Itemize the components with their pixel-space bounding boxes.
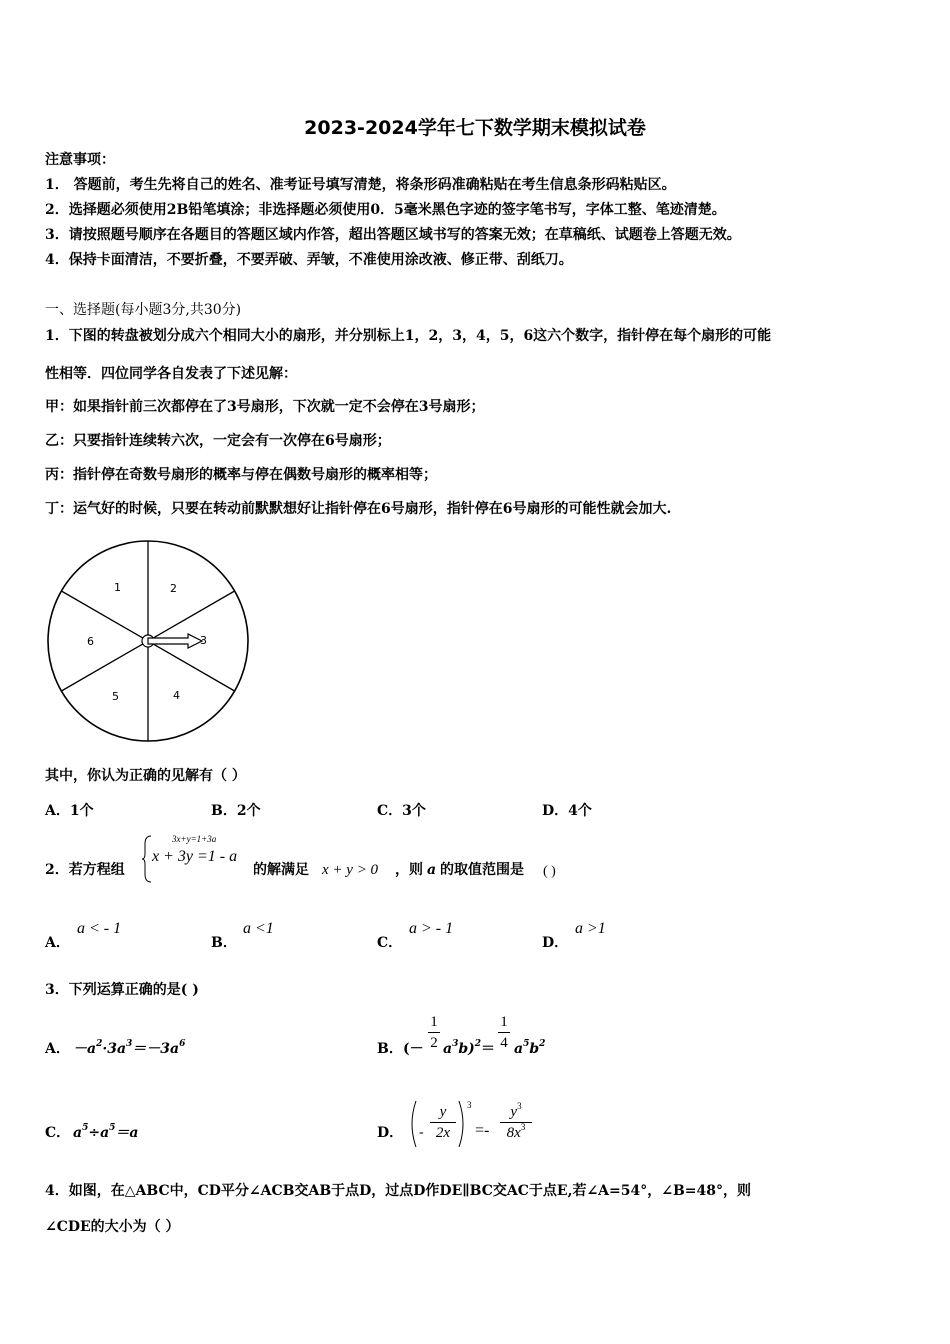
q2-option-c-letter: C． (377, 935, 403, 951)
q2-equation-bottom: x + 3y =1 - a (152, 848, 238, 865)
notice-heading: 注意事项： (45, 152, 115, 168)
q2-option-a-letter: A． (45, 935, 70, 951)
q2-option-b-expr: a <1 (243, 920, 274, 937)
q1-statement-yi: 乙：只要指针连续转六次，一定会有一次停在6号扇形； (45, 433, 391, 449)
q2-condition: x + y > 0 (322, 862, 379, 878)
q1-option-c: C．3个 (377, 803, 426, 819)
q3-option-b-body: $a^3b)^2=$ (443, 1039, 496, 1057)
page-title: 2023-2024学年七下数学期末模拟试卷 (304, 117, 646, 139)
q1-option-d: D．4个 (542, 803, 592, 819)
sector-label-1: 1 (114, 581, 121, 594)
notice-item-3: 3．请按照题号顺序在各题目的答题区域内作答，超出答题区域书写的答案无效；在草稿纸、试题卷上答题无效。 (45, 227, 741, 243)
q3-d-power: 3 (467, 1100, 472, 1110)
q2-equation-top: 3x+y=1+3a (172, 834, 217, 844)
q3-option-b-letter: B． (377, 1041, 403, 1057)
q1-option-b: B．2个 (211, 803, 261, 819)
q2-option-b-letter: B． (211, 935, 237, 951)
q1-line2: 性相等．四位同学各自发表了下述见解： (45, 366, 297, 382)
q3-d-equals: =- (475, 1122, 490, 1139)
q3-option-a-expr: $-a^2\cdot 3a^3=-3a^6$ (73, 1039, 186, 1057)
q1-line1: 1．下图的转盘被划分成六个相同大小的扇形，并分别标上1，2，3，4，5，6这六个数字，指针停在每个扇形的可能 (45, 328, 772, 344)
q1-prompt: 其中，你认为正确的见解有（ ） (45, 768, 246, 784)
sector-label-6: 6 (87, 635, 94, 648)
q2-option-d-letter: D． (542, 935, 569, 951)
q3-option-c-expr: $a^5\div a^5=a$ (73, 1123, 139, 1141)
q3-option-b-tail: $a^5b^2$ (514, 1039, 546, 1057)
notice-item-4: 4．保持卡面清洁，不要折叠，不要弄破、弄皱，不准使用涂改液、修正带、刮纸刀。 (45, 252, 573, 268)
q2-answer-paren: ( ) (543, 864, 556, 879)
notice-item-2: 2．选择题必须使用2B铅笔填涂；非选择题必须使用0．5毫米黑色字迹的签字笔书写，字体工整、笔迹清楚。 (45, 202, 726, 218)
q2-suffix-a: ，则 (395, 862, 423, 878)
q3-stem: 3．下列运算正确的是( ) (45, 982, 199, 998)
sector-label-3: 3 (200, 634, 207, 647)
q3-d-minus: - (419, 1125, 424, 1140)
notice-item-1: 1． 答题前，考生先将自己的姓名、准考证号填写清楚，将条形码准确粘贴在考生信息条形码粘贴区。 (45, 177, 676, 193)
spinner-wheel (40, 535, 256, 749)
q1-option-a: A．1个 (45, 803, 94, 819)
sector-label-2: 2 (170, 582, 177, 595)
q3-d-left-paren (405, 1099, 419, 1149)
q2-suffix-var: a (427, 862, 437, 878)
q2-mid: 的解满足 (253, 862, 309, 878)
q3-option-c-letter: C． (45, 1125, 71, 1141)
q1-statement-ding: 丁：运气好的时候，只要在转动前默默想好让指针停在6号扇形，指针停在6号扇形的可能性就会加大. (45, 501, 672, 517)
q3-option-b-fraction-2: 1 4 (497, 1012, 511, 1053)
q3-d-fraction-2: $y^3$ $8x^3$ (499, 1102, 533, 1143)
q3-option-a-letter: A． (45, 1041, 70, 1057)
q1-statement-bing: 丙：指针停在奇数号扇形的概率与停在偶数号扇形的概率相等； (45, 467, 437, 483)
q4-line1: 4．如图，在△ABC中，CD平分∠ACB交AB于点D，过点D作DE∥BC交AC于点E,若∠A=54°，∠B=48°，则 (45, 1183, 752, 1199)
q3-option-b-open: (－ (403, 1041, 424, 1057)
q2-option-c-expr: a > - 1 (409, 920, 454, 937)
q3-option-d-letter: D． (377, 1125, 404, 1141)
sector-label-4: 4 (173, 689, 180, 702)
q2-option-d-expr: a >1 (575, 920, 606, 937)
q3-option-b-fraction-1: 1 2 (427, 1012, 441, 1053)
q4-line2: ∠CDE的大小为（ ） (45, 1219, 180, 1235)
q2-suffix-b: 的取值范围是 (440, 862, 524, 878)
q2-prefix: 2．若方程组 (45, 862, 125, 878)
section-heading: 一、选择题(每小题3分,共30分) (45, 302, 242, 318)
q3-d-fraction-1: y 2x (429, 1102, 457, 1143)
sector-label-5: 5 (112, 690, 119, 703)
q1-statement-jia: 甲：如果指针前三次都停在了3号扇形，下次就一定不会停在3号扇形； (45, 399, 485, 415)
q2-option-a-expr: a < - 1 (77, 920, 122, 937)
